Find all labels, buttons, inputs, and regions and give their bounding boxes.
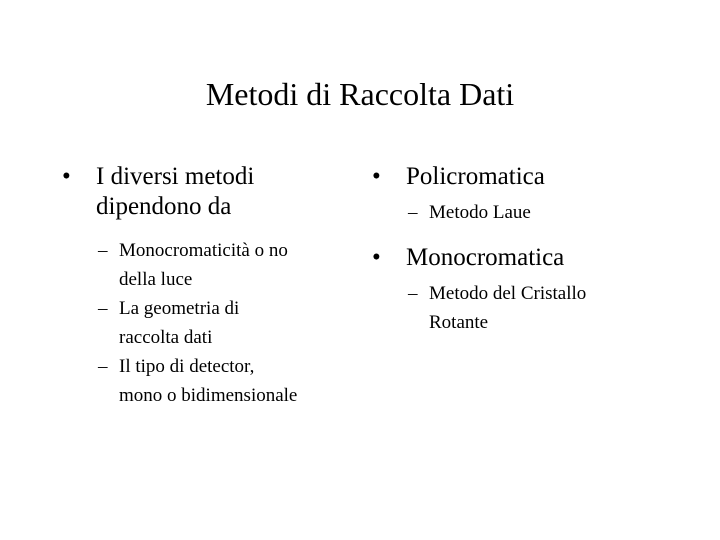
dash-glyph: – xyxy=(408,283,418,304)
sub-bullet-line: della luce xyxy=(119,269,193,290)
sub-bullet-line: Rotante xyxy=(429,312,489,333)
sub-bullet-item xyxy=(98,352,362,410)
slide-title: Metodi di Raccolta Dati xyxy=(205,76,515,112)
dash-glyph: – xyxy=(408,202,418,223)
bullet-item xyxy=(62,162,362,222)
sub-bullet-item xyxy=(408,198,692,227)
sub-bullet-line: Il tipo di detector, xyxy=(119,356,255,377)
sub-bullet-list xyxy=(408,198,692,227)
sub-bullet-item xyxy=(98,236,362,294)
dash-glyph: – xyxy=(98,356,108,377)
dash-glyph: – xyxy=(98,240,108,261)
sub-bullet-line: La geometria di xyxy=(119,298,240,319)
bullet-text-line: I diversi metodi xyxy=(96,163,255,190)
sub-bullet-list xyxy=(98,236,362,410)
bullet-item xyxy=(372,162,692,192)
sub-bullet-line: Metodo Laue xyxy=(429,202,531,223)
sub-bullet-line: raccolta dati xyxy=(119,327,213,348)
sub-bullet-item xyxy=(98,294,362,352)
bullet-glyph: • xyxy=(372,244,381,271)
left-column xyxy=(62,162,362,410)
right-column xyxy=(372,162,692,337)
bullet-text-line: Monocromatica xyxy=(406,244,565,271)
dash-glyph: – xyxy=(98,298,108,319)
bullet-item xyxy=(372,243,692,273)
bullet-text-line: dipendono da xyxy=(96,193,232,220)
sub-bullet-item xyxy=(408,279,692,337)
sub-bullet-line: Monocromaticità o no xyxy=(119,240,288,261)
bullet-text-line: Policromatica xyxy=(406,163,545,190)
sub-bullet-line: Metodo del Cristallo xyxy=(429,283,587,304)
sub-bullet-line: mono o bidimensionale xyxy=(119,385,298,406)
sub-bullet-list xyxy=(408,279,692,337)
bullet-glyph: • xyxy=(62,163,71,190)
bullet-glyph: • xyxy=(372,163,381,190)
